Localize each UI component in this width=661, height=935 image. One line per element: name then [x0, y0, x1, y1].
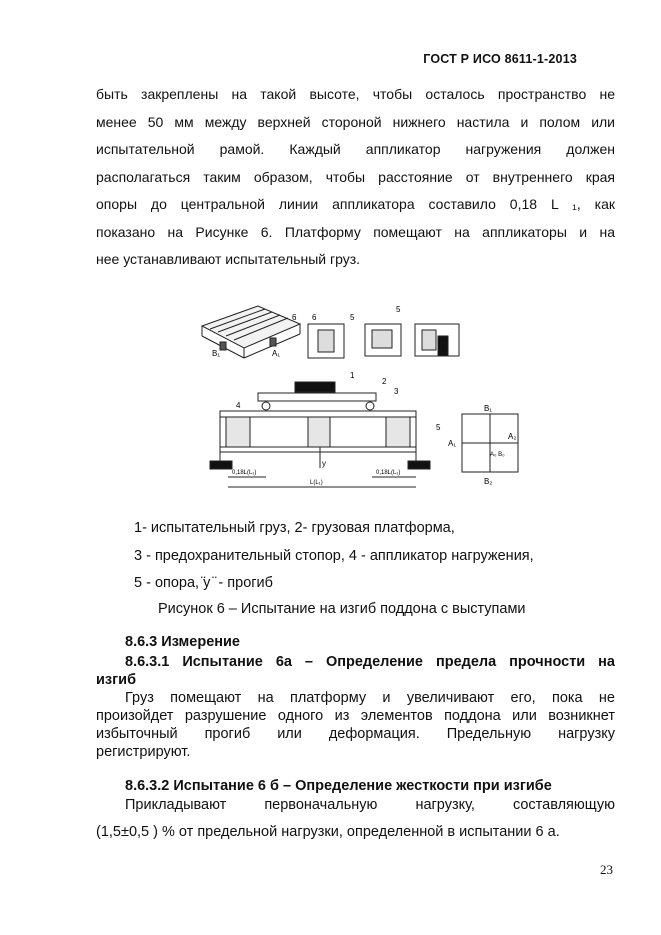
- body-line: Прикладывают первоначальную нагрузку, составляющую: [125, 797, 615, 813]
- document-header: ГОСТ Р ИСО 8611-1-2013: [423, 52, 577, 66]
- intro-line: нее устанавливают испытательный груз.: [96, 251, 361, 267]
- label-y: y: [322, 459, 326, 468]
- label-span: L(L₁): [310, 480, 323, 486]
- measurement-grid: [462, 414, 518, 472]
- section-heading-8-6-3: 8.6.3 Измерение: [125, 634, 240, 650]
- label-6a: 6: [292, 313, 297, 322]
- figure-legend-line: 1- испытательный груз, 2- грузовая платформа,: [134, 520, 455, 536]
- body-line: (1,5±0,5 ) % от предельной нагрузки, определенной в испытании 6 а.: [96, 824, 560, 840]
- grid-label-b2: B₂: [484, 477, 493, 486]
- label-6b: 6: [312, 313, 317, 322]
- body-line: произойдет разрушение одного из элементов поддона или возникнет: [96, 708, 615, 724]
- section-heading-8-6-3-1-cont: изгиб: [96, 672, 137, 688]
- intro-line: менее 50 мм между верхней стороной нижнего настила и полом или: [96, 113, 615, 130]
- body-line: избыточный прогиб или деформация. Предельную нагрузку: [96, 726, 615, 742]
- label-dist-left: 0,18L(L₁): [232, 470, 257, 476]
- grid-label-a1: A₁: [448, 439, 457, 448]
- intro-line: располагаться таким образом, чтобы расстояние от внутреннего края: [96, 168, 615, 185]
- label-4: 4: [236, 401, 241, 410]
- section-heading-8-6-3-1: 8.6.3.1 Испытание 6а – Определение предела прочности на: [125, 654, 615, 670]
- label-5c: 5: [436, 423, 441, 432]
- body-line: регистрируют.: [96, 744, 191, 760]
- label-a1-pallet: A₁: [272, 349, 281, 358]
- figure-legend-line: 5 - опора, ̈y ̈ - прогиб: [134, 575, 273, 591]
- label-1: 1: [350, 371, 355, 380]
- label-5b: 5: [396, 305, 401, 314]
- label-3: 3: [394, 387, 399, 396]
- section-8-6-3-2-body-cont: [96, 823, 615, 841]
- intro-paragraph: [96, 81, 615, 274]
- grid-label-a2: A₂: [508, 432, 517, 441]
- label-2: 2: [382, 377, 387, 386]
- section-8-6-3-2-body: [96, 796, 615, 814]
- body-line: Груз помещают на платформу и увеличивают его, пока не: [125, 690, 615, 706]
- page-number: 23: [600, 862, 613, 877]
- figure-caption: Рисунок 6 – Испытание на изгиб поддона с выступами: [158, 601, 526, 617]
- grid-label-a0b0: A₀ B₀: [490, 452, 505, 458]
- intro-line: показано на Рисунке 6. Платформу помещают на аппликаторы и на: [96, 223, 615, 240]
- label-dist-right: 0,18L(L₁): [376, 470, 401, 476]
- label-b1-pallet: B₁: [212, 349, 221, 358]
- cross-section-details: [308, 324, 459, 358]
- grid-label-b1: B₁: [484, 404, 493, 413]
- intro-line: быть закреплены на такой высоте, чтобы осталось пространство не: [96, 86, 615, 102]
- section-heading-8-6-3-2: 8.6.3.2 Испытание 6 б – Определение жесткости при изгибе: [125, 778, 552, 794]
- section-8-6-3-1: [96, 653, 615, 761]
- label-5a: 5: [350, 313, 355, 322]
- intro-line: опоры до центральной линии аппликатора составило 0,18 L ₁, как: [96, 196, 615, 212]
- figure-6-bending-test-diagram: [200, 296, 520, 496]
- intro-line: испытательной рамой. Каждый аппликатор нагружения должен: [96, 141, 615, 157]
- figure-legend-line: 3 - предохранительный стопор, 4 - аппликатор нагружения,: [134, 548, 534, 564]
